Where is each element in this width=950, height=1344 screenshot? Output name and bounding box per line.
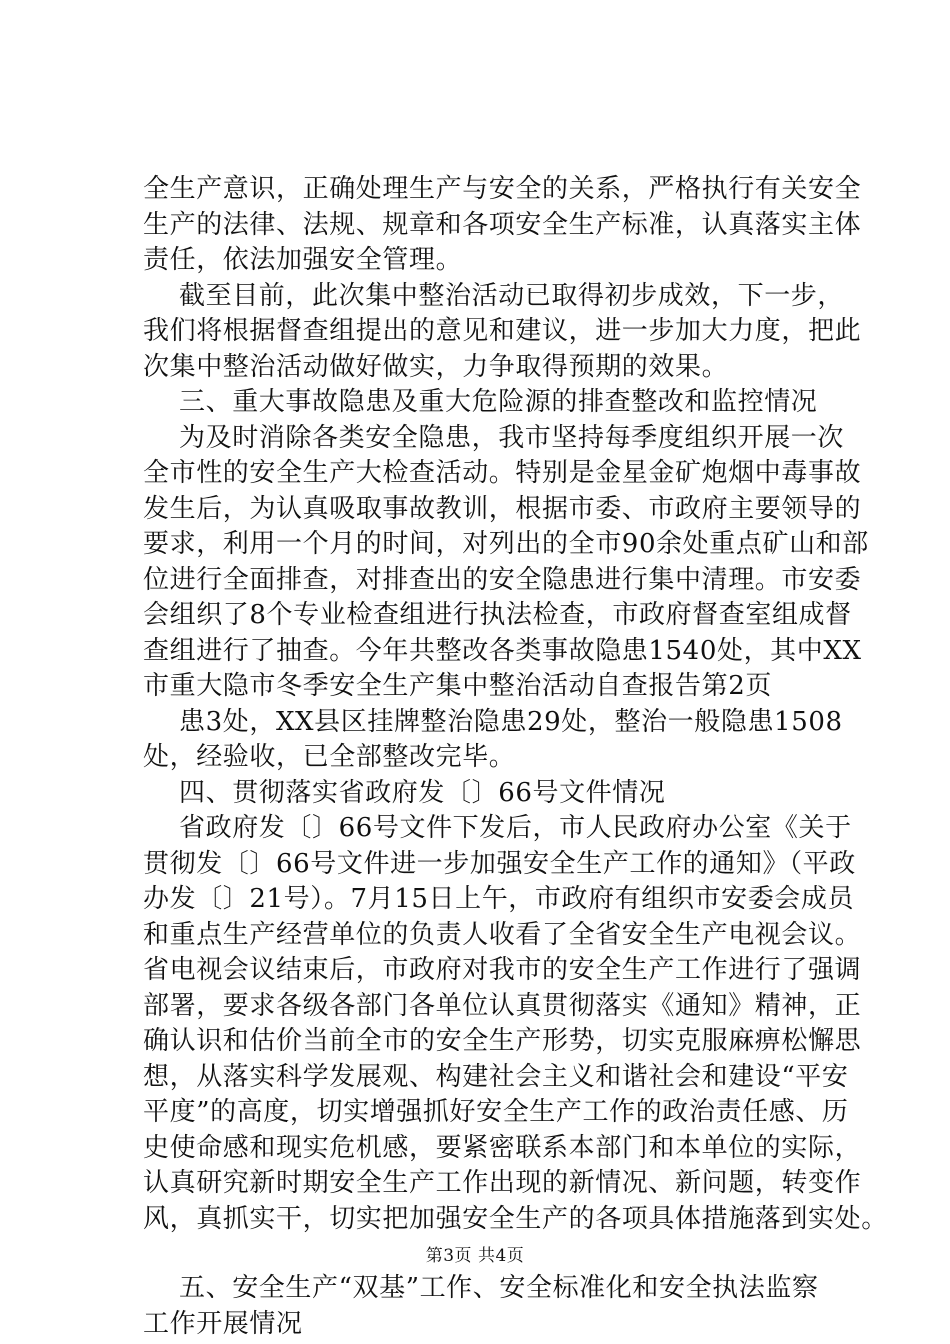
text-line: 查组进行了抽查。今年共整改各类事故隐患1540处，其中XX <box>143 635 862 666</box>
paragraph-first-line: 省政府发〔〕66号文件下发后，市人民政府办公室《关于 <box>179 813 852 843</box>
text-line: 平度”的高度，切实增强抓好安全生产工作的政治责任感、历 <box>143 1097 849 1127</box>
text-line: 发生后，为认真吸取事故教训，根据市委、市政府主要领导的 <box>143 493 862 524</box>
text-line: 部署，要求各级各部门各单位认真贯彻落实《通知》精神，正 <box>143 990 862 1021</box>
text-line: 确认识和估价当前全市的安全生产形势，切实克服麻痹松懈思 <box>143 1026 862 1056</box>
section-heading-3: 三、重大事故隐患及重大危险源的排查整改和监控情况 <box>179 387 818 417</box>
text-line: 想，从落实科学发展观、构建社会主义和谐社会和建设“平安 <box>143 1061 849 1092</box>
text-line: 我们将根据督查组提出的意见和建议，进一步加大力度，把此 <box>143 316 862 346</box>
text-line: 全生产意识，正确处理生产与安全的关系，严格执行有关安全 <box>143 174 862 204</box>
text-line: 风，真抓实干，切实把加强安全生产的各项具体措施落到实处。 <box>143 1203 888 1234</box>
paragraph-first-line: 为及时消除各类安全隐患，我市坚持每季度组织开展一次 <box>179 422 845 453</box>
text-line: 责任，依法加强安全管理。 <box>143 245 463 275</box>
text-line: 位进行全面排查，对排查出的安全隐患进行集中清理。市安委 <box>143 564 862 595</box>
text-line: 史使命感和现实危机感，要紧密联系本部门和本单位的实际， <box>143 1132 862 1163</box>
text-line: 认真研究新时期安全生产工作出现的新情况、新问题，转变作 <box>143 1168 862 1198</box>
body-text <box>143 172 888 1342</box>
text-line: 次集中整治活动做好做实，力争取得预期的效果。 <box>143 351 729 382</box>
section-heading-4: 四、贯彻落实省政府发〔〕66号文件情况 <box>179 777 666 808</box>
text-line: 工作开展情况 <box>143 1308 303 1339</box>
text-line: 要求，利用一个月的时间，对列出的全市90余处重点矿山和部 <box>143 529 869 559</box>
text-line: 生产的法律、法规、规章和各项安全生产标准，认真落实主体 <box>143 209 862 240</box>
text-line: 市重大隐市冬季安全生产集中整治活动自查报告第2页 <box>143 671 772 701</box>
paragraph-first-line: 截至目前，此次集中整治活动已取得初步成效，下一步， <box>179 280 845 311</box>
text-line: 和重点生产经营单位的负责人收看了全省安全生产电视会议。 <box>143 919 862 950</box>
text-line: 会组织了8个专业检查组进行执法检查，市政府督查室组成督 <box>143 600 852 630</box>
text-line: 处，经验收，已全部整改完毕。 <box>143 742 516 772</box>
section-heading-5: 五、安全生产“双基”工作、安全标准化和安全执法监察 <box>179 1273 819 1303</box>
text-line: 全市性的安全生产大检查活动。特别是金星金矿炮烟中毒事故 <box>143 458 862 488</box>
text-line: 省电视会议结束后，市政府对我市的安全生产工作进行了强调 <box>143 955 862 985</box>
text-line: 办发〔〕21号）。7月15日上午，市政府有组织市安委会成员 <box>143 884 855 914</box>
text-line: 贯彻发〔〕66号文件进一步加强安全生产工作的通知》（平政 <box>143 848 856 879</box>
page-footer: 第3页 共4页 <box>425 1246 525 1266</box>
paragraph-first-line: 患3处，XX县区挂牌整治隐患29处，整治一般隐患1508 <box>179 706 843 737</box>
